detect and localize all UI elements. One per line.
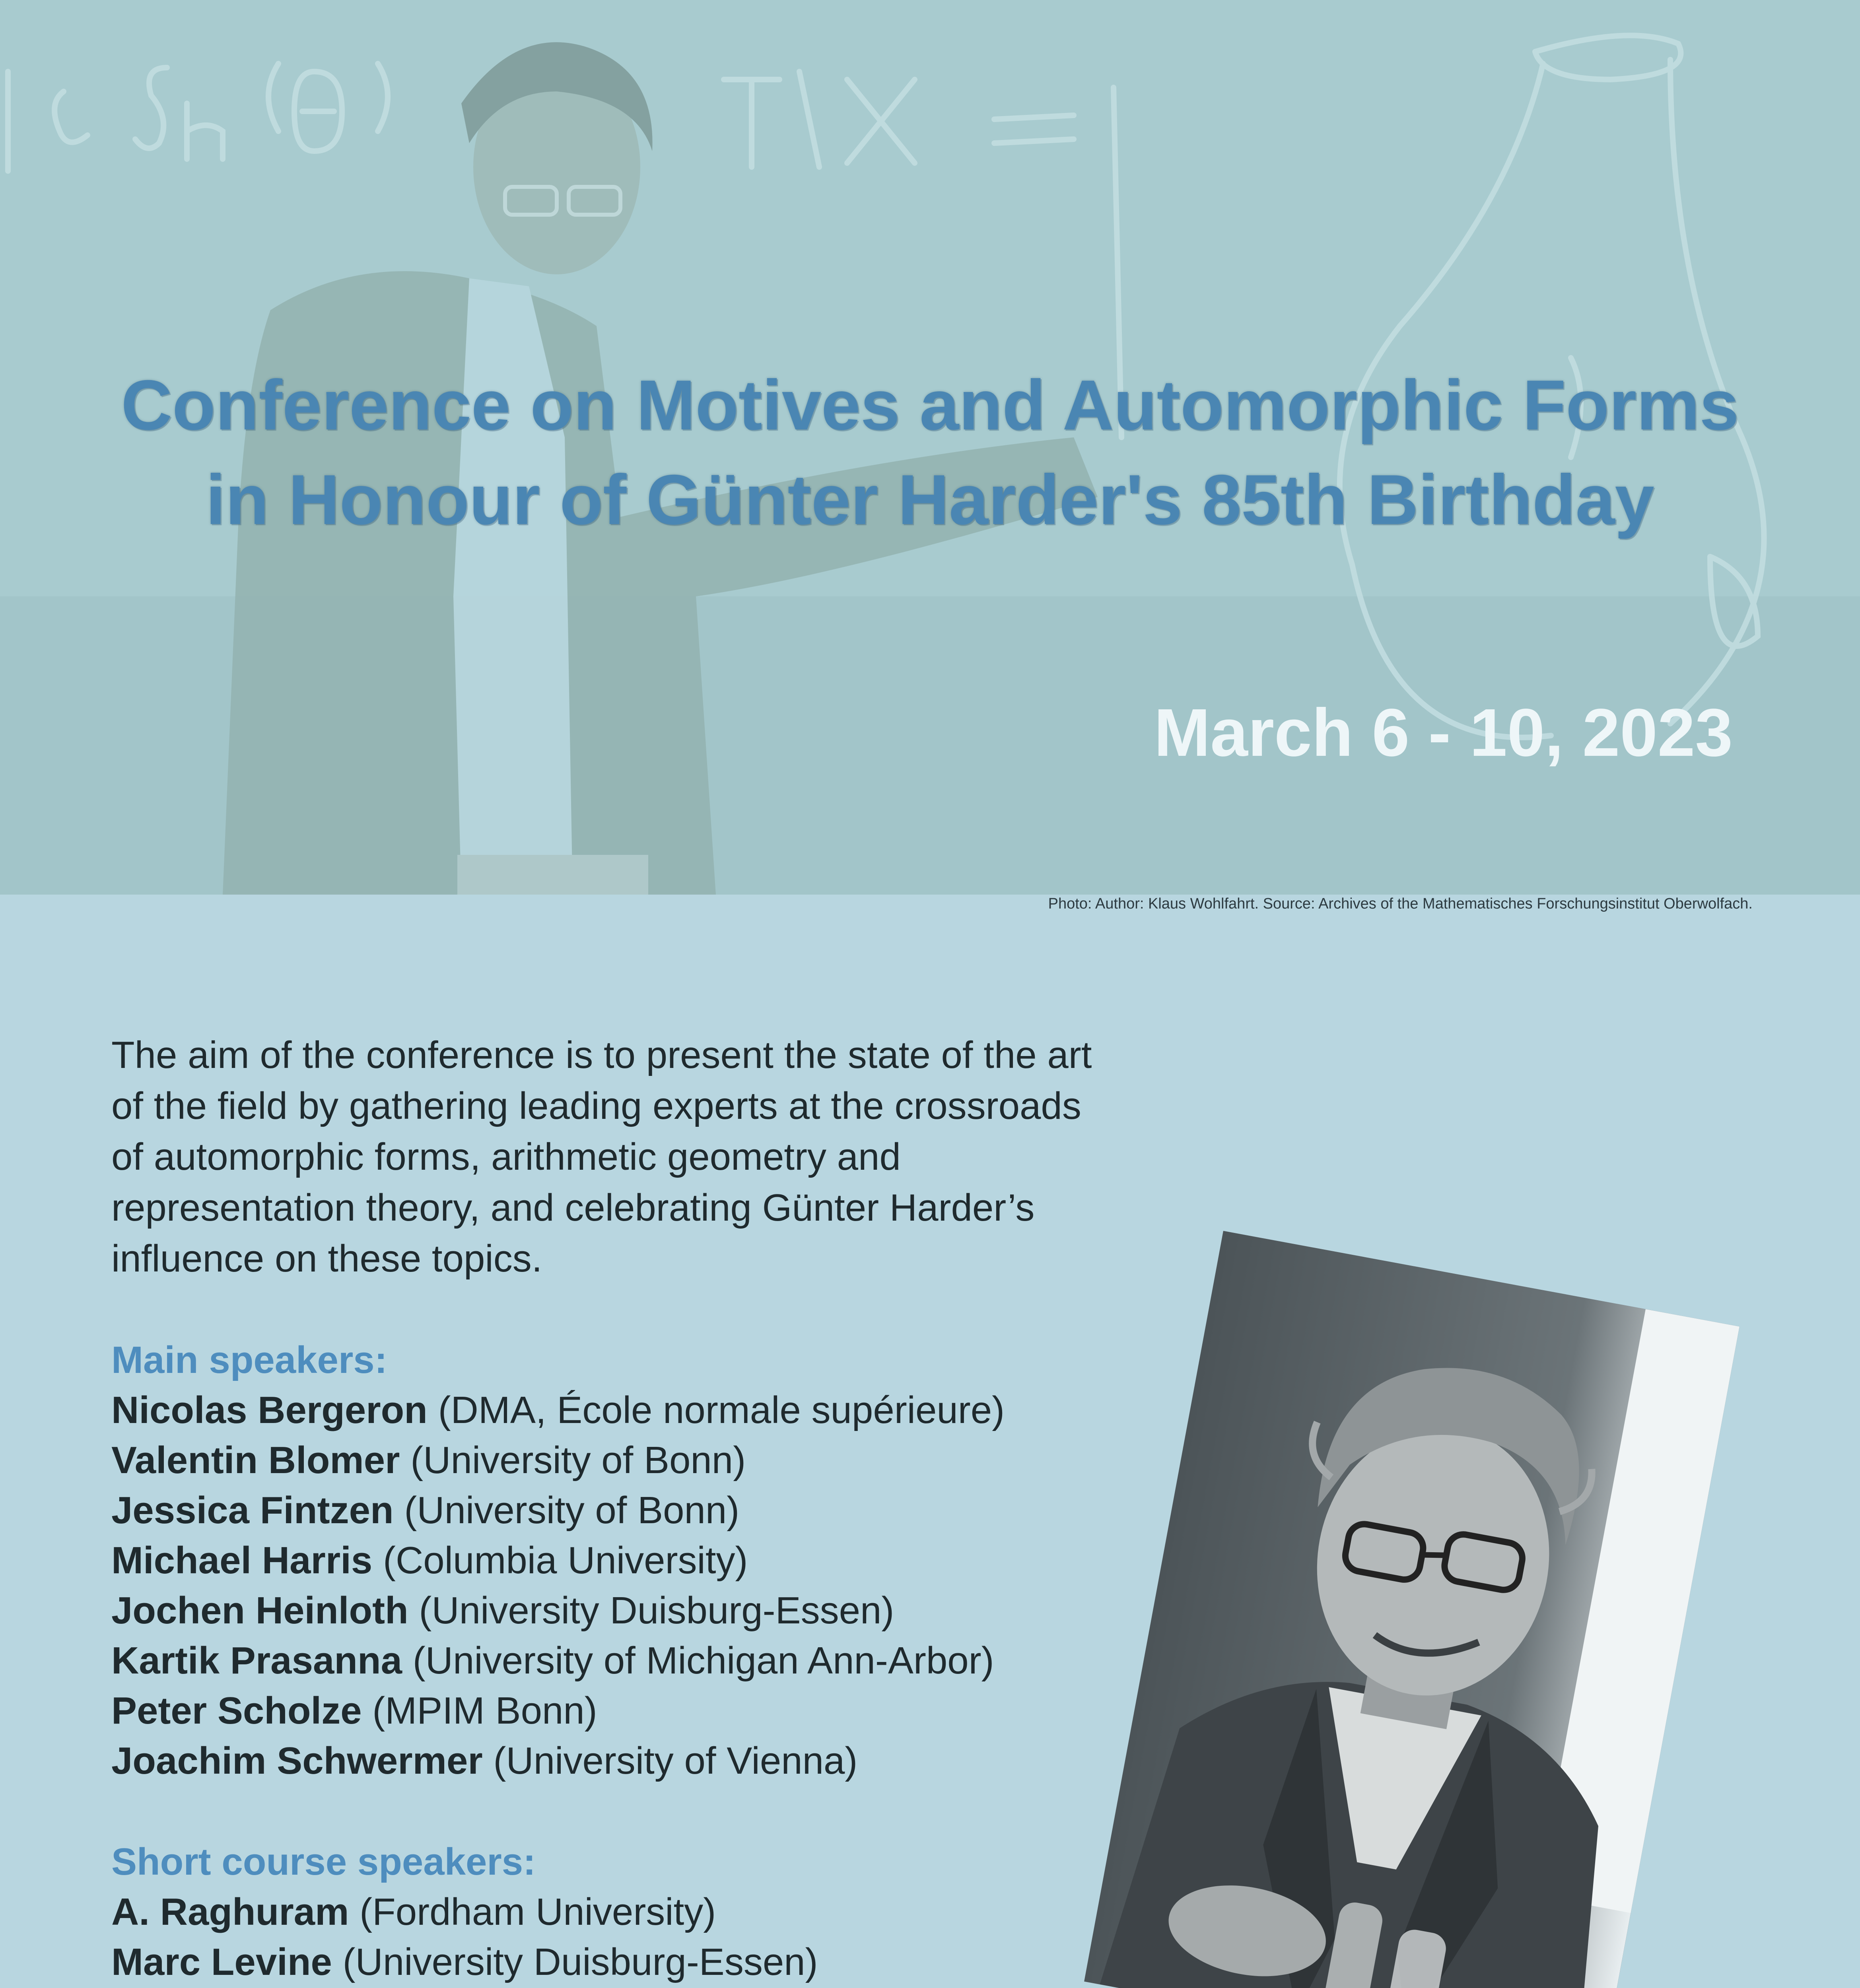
speaker-row <box>111 1485 1285 1536</box>
intro-line: The aim of the conference is to present the state of the art <box>111 1034 1092 1076</box>
speaker-name: Valentin Blomer <box>111 1439 400 1481</box>
intro-line: of automorphic forms, arithmetic geometry and <box>111 1136 901 1178</box>
speaker-affiliation: (University Duisburg-Essen) <box>342 1941 818 1983</box>
title-line-1: Conference on Motives and Automorphic Forms <box>121 365 1739 445</box>
speaker-row <box>111 1686 1285 1736</box>
main-speakers-section <box>111 1335 1285 1786</box>
speaker-affiliation: (Fordham University) <box>360 1891 716 1933</box>
speaker-name: Michael Harris <box>111 1539 373 1582</box>
speaker-name: Jessica Fintzen <box>111 1489 394 1532</box>
conference-dates: March 6 - 10, 2023 <box>1154 695 1733 771</box>
speaker-affiliation: (Columbia University) <box>383 1539 748 1582</box>
speaker-affiliation: (DMA, École normale supérieure) <box>438 1389 1005 1431</box>
speaker-row <box>111 1385 1285 1435</box>
conference-title <box>0 358 1860 547</box>
header-photo-credit: Photo: Author: Klaus Wohlfahrt. Source: Archives of the Mathematisches Forschungsinstitut Oberwolfach. <box>1048 895 1753 912</box>
title-line-2: in Honour of Günter Harder's 85th Birthday <box>206 460 1654 539</box>
speaker-affiliation: (University of Vienna) <box>493 1740 858 1782</box>
speaker-affiliation: (University of Bonn) <box>404 1489 740 1532</box>
speaker-name: A. Raghuram <box>111 1891 349 1933</box>
speaker-name: Joachim Schwermer <box>111 1740 483 1782</box>
intro-line: representation theory, and celebrating Günter Harder’s <box>111 1186 1035 1229</box>
speaker-affiliation: (University of Michigan Ann-Arbor) <box>412 1639 994 1682</box>
intro-paragraph <box>111 1030 1285 1284</box>
short-course-heading: Short course speakers: <box>111 1840 536 1883</box>
speaker-name: Jochen Heinloth <box>111 1589 408 1632</box>
speaker-affiliation: (University Duisburg-Essen) <box>419 1589 894 1632</box>
speaker-name: Peter Scholze <box>111 1689 362 1732</box>
speaker-name: Kartik Prasanna <box>111 1639 402 1682</box>
main-content <box>111 1030 1285 1988</box>
speaker-row <box>111 1536 1285 1586</box>
speaker-row <box>111 1736 1285 1786</box>
speaker-row <box>111 1586 1285 1636</box>
intro-line: of the field by gathering leading experts at the crossroads <box>111 1085 1081 1127</box>
intro-line: influence on these topics. <box>111 1237 542 1280</box>
main-speakers-heading: Main speakers: <box>111 1339 387 1381</box>
speaker-name: Nicolas Bergeron <box>111 1389 428 1431</box>
speaker-name: Marc Levine <box>111 1941 332 1983</box>
header-photo-band <box>0 0 1860 895</box>
speaker-row <box>111 1435 1285 1485</box>
speaker-affiliation: (University of Bonn) <box>410 1439 746 1481</box>
speaker-row <box>111 1636 1285 1686</box>
speaker-affiliation: (MPIM Bonn) <box>372 1689 597 1732</box>
